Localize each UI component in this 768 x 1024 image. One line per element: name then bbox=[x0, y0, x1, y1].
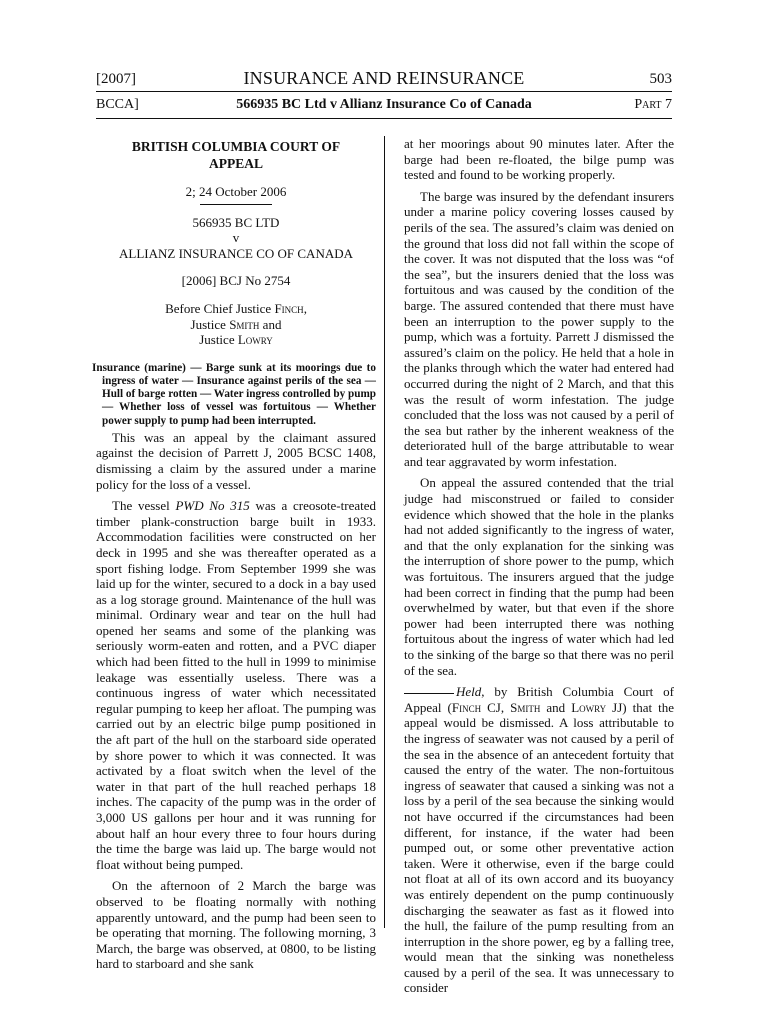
hearing-date: 2; 24 October 2006 bbox=[185, 184, 287, 199]
paragraph: at her moorings about 90 minutes later. After the barge had been re-floated, the bilge pump was tested and found to be working properly. bbox=[404, 136, 674, 183]
paragraph-text: was a creosote-treated timber plank-construction barge built in 1933. Accommodation facilities were constructed on her deck in 1995 and she was thereafter operated as a sport fishing lodge. From September 1999 she was laid up for the winter, secured to a dock in a bay used as a log storage ground. Maintenance of the hull was minimal. Ordinary wear and tear on the hull had opened her seams and some of the planking was seriously worm-eaten and rotten, and a PVC diaper which had been fitted to the hull in 1999 to minimise leakage was essentially useless. There was a continuous ingress of water which necessitated regular pumping to keep her afloat. The pumping was carried out by an electric bilge pump positioned in the aft part of the hull on the starboard side operated by shore power to which it was connected. It was activated by a float switch when the level of the water in that part of the hull reached perhaps 18 inches. The capacity of the pump was in the order of 3,000 US gallons per hour and it was running for about half an hour every three to four hours during the time the barge was laid up. The barge would not float without being pumped. bbox=[96, 498, 376, 872]
bench-text: , bbox=[303, 300, 307, 316]
held-word: Held bbox=[456, 684, 482, 700]
paragraph: On the afternoon of 2 March the barge was observed to be floating normally with nothing apparently untoward, and the pump had been seen to be operating that morning. The following morning, 3 March, the barge was observed, at 0800, to be listing hard to starboard and she sank bbox=[96, 878, 376, 972]
citation: [2006] BCJ No 2754 bbox=[181, 273, 291, 289]
column-divider bbox=[384, 136, 385, 928]
case-header bbox=[96, 97, 672, 115]
judge-name: Finch bbox=[274, 300, 304, 316]
court-name-line1: BRITISH COLUMBIA COURT OF bbox=[131, 139, 341, 154]
parties bbox=[96, 215, 376, 262]
judge-name: Finch bbox=[451, 699, 482, 715]
paragraph-text: and bbox=[540, 699, 572, 715]
short-rule bbox=[200, 204, 272, 205]
bench-text: and bbox=[259, 316, 282, 332]
held-paragraph bbox=[404, 684, 674, 996]
paragraph: This was an appeal by the claimant assured against the decision of Parrett J, 2005 BCSC 1408, dismissing a claim by the assured under a marine policy for the loss of a vessel. bbox=[96, 429, 376, 492]
bench-line3 bbox=[96, 332, 376, 348]
party-defendant: ALLIANZ INSURANCE CO OF CANADA bbox=[119, 245, 353, 261]
bench-line1 bbox=[96, 301, 376, 317]
paragraph bbox=[96, 498, 376, 872]
paragraph-text: CJ, bbox=[481, 699, 511, 715]
paragraph-text: The vessel bbox=[112, 498, 176, 514]
header-rule-top bbox=[96, 91, 672, 92]
bench-text: Justice bbox=[190, 316, 230, 332]
party-claimant: 566935 BC LTD bbox=[192, 214, 280, 230]
versus: v bbox=[232, 230, 240, 246]
page-number: 503 bbox=[649, 71, 672, 87]
judge-name: Smith bbox=[229, 316, 260, 332]
part-number: 7 bbox=[665, 97, 672, 112]
bench-text: Before Chief Justice bbox=[165, 300, 275, 316]
left-column bbox=[92, 138, 376, 972]
judge-name: Lowry bbox=[237, 332, 273, 348]
paragraph: On appeal the assured contended that the trial judge had misconstrued or failed to consider evidence which showed that the hole in the planks had not added significantly to the ingress of water, and that the only explanation for the sinking was the interruption of shore power to the pump, which was fortuitous. The insurers argued that the judge had been correct in finding that the pump had been overwhelmed by water, but that even if the shore power had been interrupted there was nothing fortuitous about the ingress of water which had led to the sinking of the barge so that there was no peril of the sea. bbox=[404, 475, 674, 678]
right-column bbox=[404, 136, 674, 996]
header-court: BCCA] bbox=[96, 97, 139, 112]
bench-line2 bbox=[96, 317, 376, 333]
judge-name: Smith bbox=[510, 699, 541, 715]
catchwords: Insurance (marine) — Barge sunk at its moorings due to ingress of water — Insurance against perils of the sea — Hull of barge rotten — Water ingress controlled by pump — Whether loss of vessel was fortuitous — Whether power supply to pump had been interrupted. bbox=[92, 361, 376, 427]
paragraph: The barge was insured by the defendant insurers under a marine policy covering losses caused by perils of the sea. The assured’s claim was denied on the ground that loss did not fall within the scope of the cover. It was not disputed that the loss was “of the sea”, but the insurers denied that the loss was fortuitous and was caused by the condition of the barge. The assured contended that there must have been an interruption to the power supply to the pump, which was a fortuity. Parrett J dismissed the assured’s claim on the policy. He held that a hole in the planks through which the water had entered had occurred during the night of 2 March, and that this was the result of worm infestation. The judge concluded that the loss was not caused by a peril of the sea but rather by the inherent weakness of the deteriorated hull of the barge attributable to wear and tear aggravated by worm infestation. bbox=[404, 188, 674, 469]
header-part bbox=[634, 97, 672, 113]
judge-name: Lowry bbox=[571, 699, 607, 715]
held-dash bbox=[404, 693, 454, 694]
court-name bbox=[110, 138, 362, 172]
header-rule-bottom bbox=[96, 118, 672, 119]
header-year: [2007] bbox=[96, 71, 136, 87]
bench bbox=[96, 301, 376, 348]
paragraph-text: JJ) that the appeal would be dismissed. A loss attributable to the ingress of seawater was not caused by a peril of the sea in the absence of an antecedent fortuity that caused the entry of the water. The non-fortuitous ingress of seawater that caused a sinking was not a loss by a peril of the sea because the sinking would not have occurred if the circumstances had been different, for instance, if the water had been pumped out, or some other preventative action taken. Were it otherwise, even if the barge could not float at all of its own accord and its buoyancy was entirely dependent on the pump continuously discharging the seawater as fast as it flowed into the hull, the failure of the pump resulting from an interruption in the shore power, eg by a falling tree, would mean that the sinking was nonetheless caused by a peril of the sea. It was unnecessary to consider bbox=[404, 699, 675, 996]
court-name-line2: APPEAL bbox=[209, 156, 263, 171]
header-case-name: 566935 BC Ltd v Allianz Insurance Co of Canada bbox=[236, 97, 532, 112]
part-label: Part bbox=[634, 97, 662, 112]
header-title: INSURANCE AND REINSURANCE bbox=[243, 68, 525, 88]
paragraph-text: , by British Columbia Court of Appeal ( bbox=[404, 684, 674, 715]
bench-text: Justice bbox=[199, 332, 238, 348]
vessel-name: PWD No 315 bbox=[175, 498, 250, 514]
running-header bbox=[96, 68, 672, 90]
